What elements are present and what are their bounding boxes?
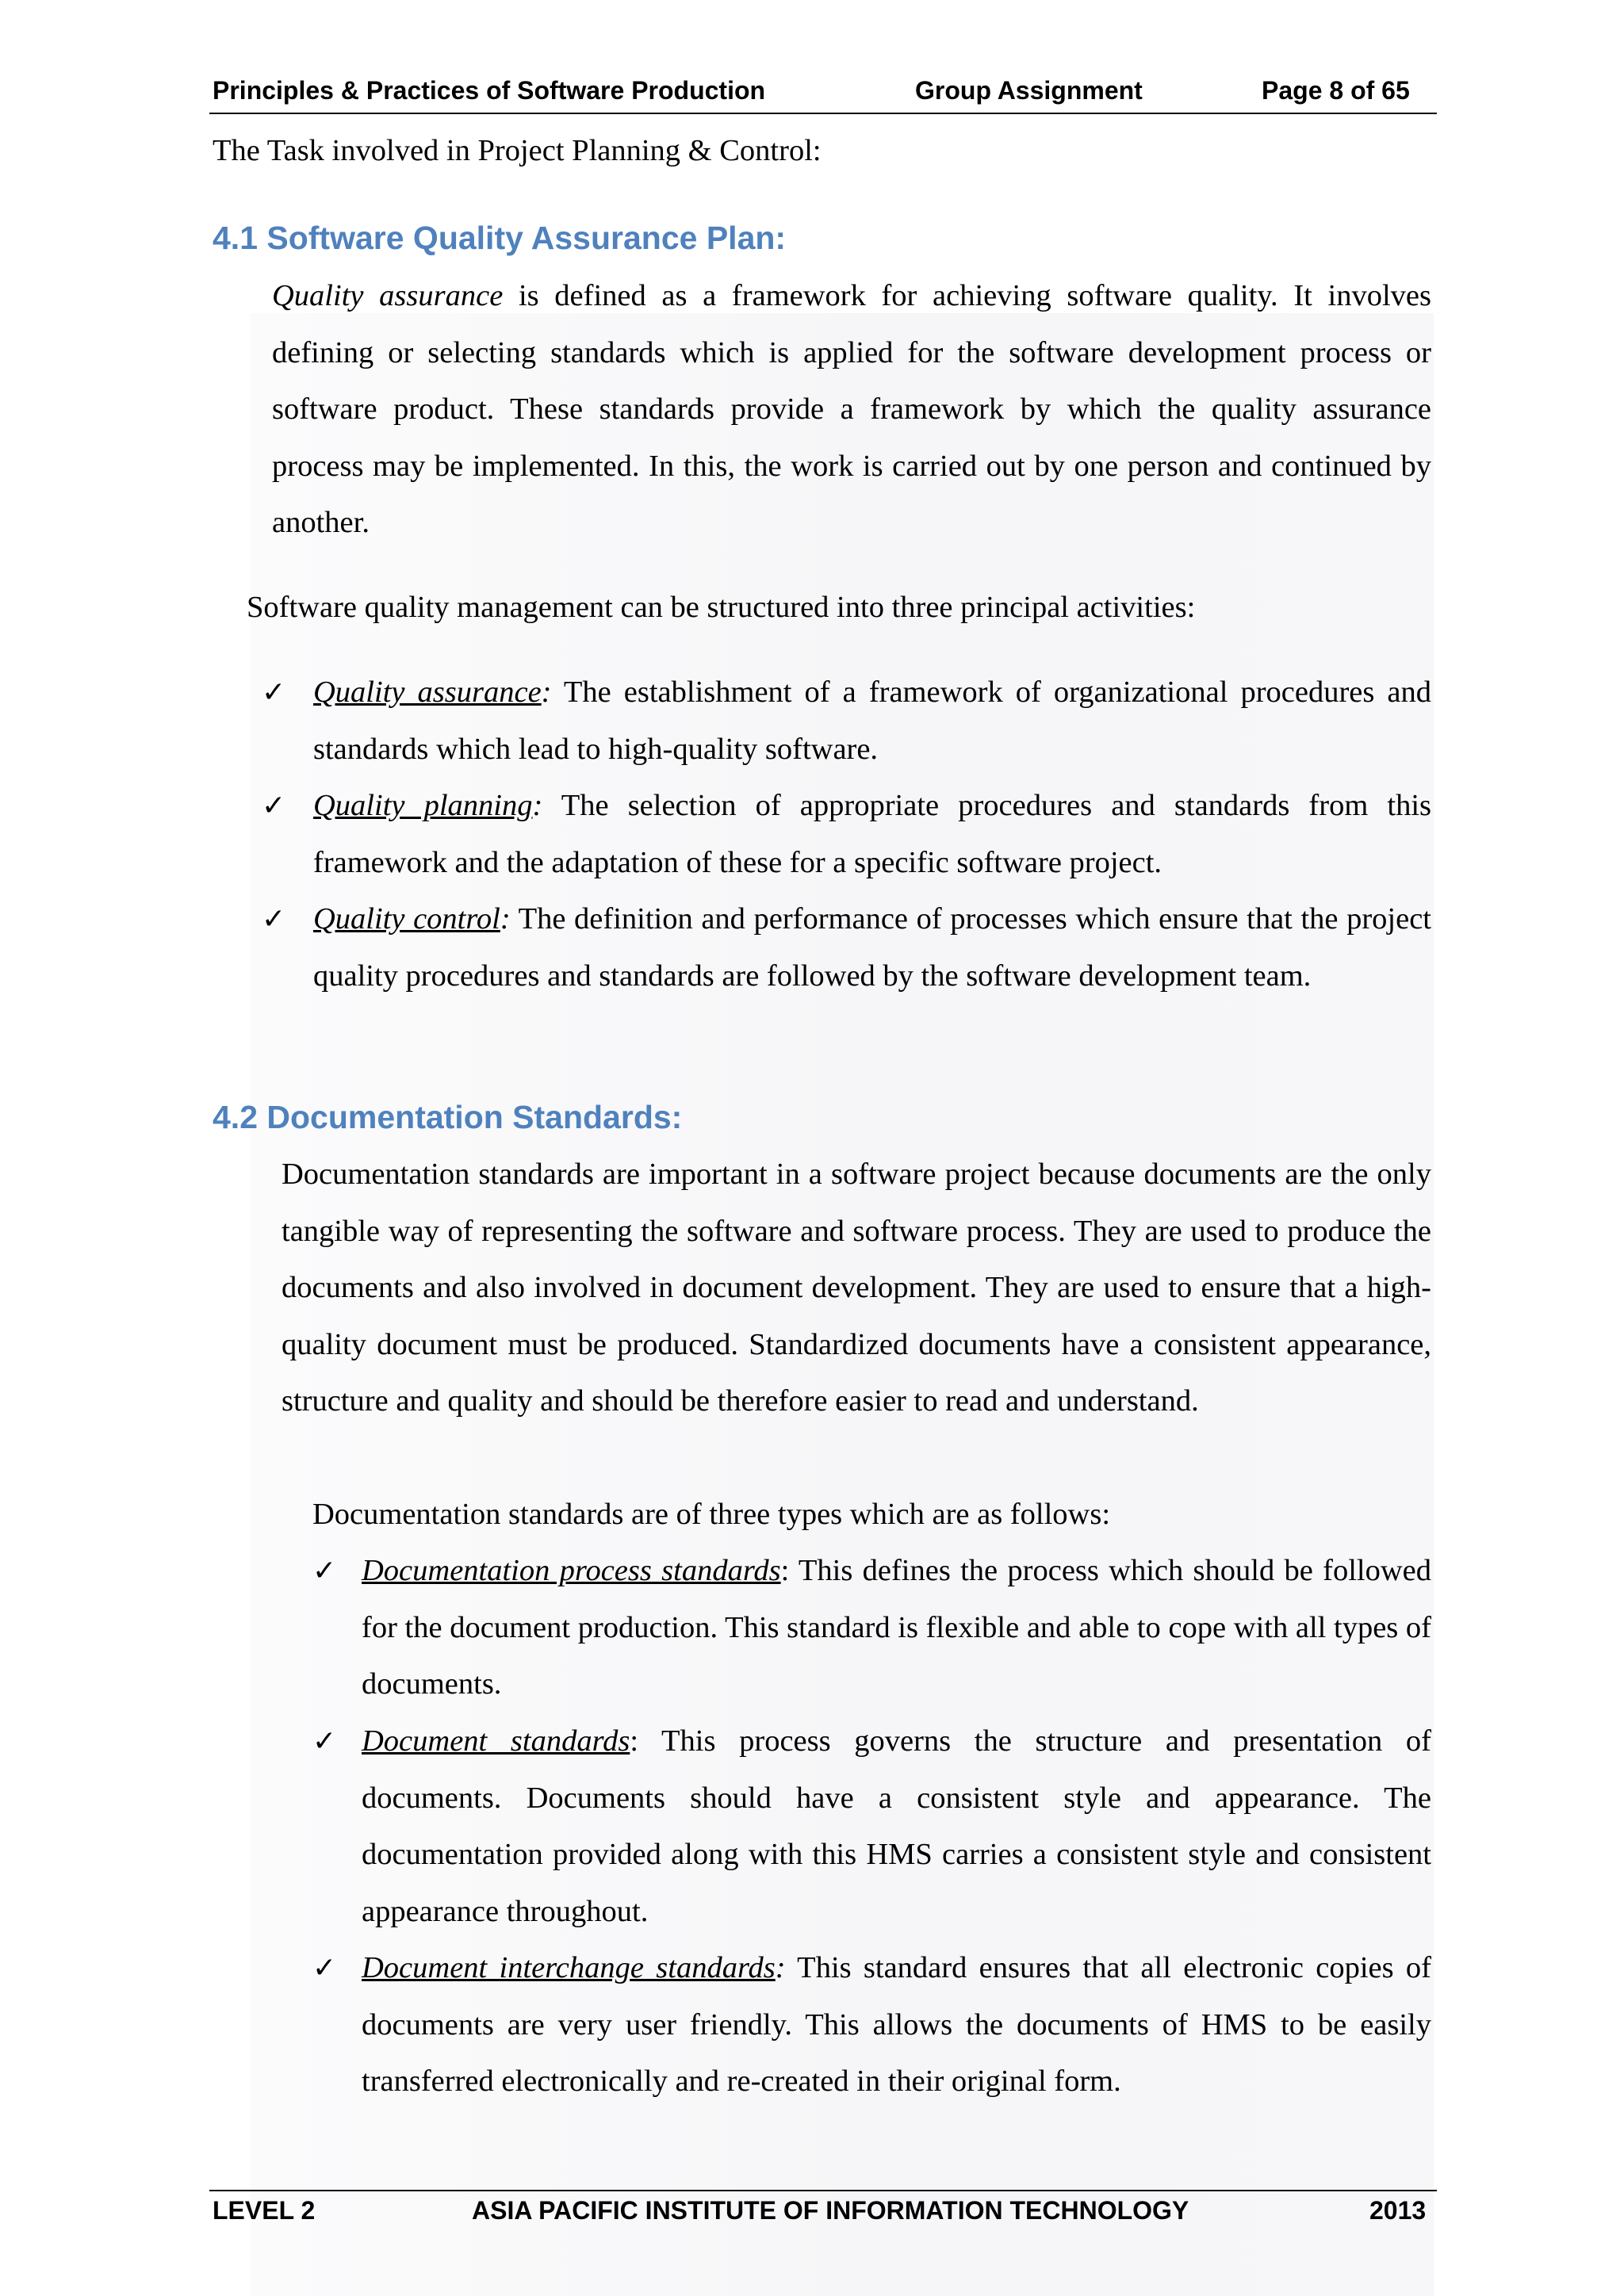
qa-definition-paragraph	[272, 268, 1431, 552]
list-item-description: This process governs the structure and presentation of documents. Documents should have a consistent style and appearance. The documentation provided along with this HMS carries a consistent style and consistent appearance throughout.	[362, 1724, 1431, 1928]
types-intro: Documentation standards are of three types which are as follows:	[312, 1498, 1111, 1531]
list-item-term: Documentation process standards	[362, 1554, 781, 1587]
list-item-description: This defines the process which should be followed for the document production. This standard is flexible and able to cope with all types of documents.	[362, 1554, 1431, 1701]
header-assignment: Group Assignment	[915, 76, 1143, 105]
list-item-text	[313, 664, 1431, 778]
header-page-number: Page 8 of 65	[1262, 76, 1410, 105]
header-course: Principles & Practices of Software Production	[213, 76, 766, 105]
list-item-text	[362, 1940, 1431, 2110]
list-item-text	[362, 1543, 1431, 1713]
qa-lead-term: Quality assurance	[272, 279, 504, 312]
list-item-text	[313, 891, 1431, 1004]
footer-level: LEVEL 2	[213, 2196, 316, 2225]
checkmark-icon: ✓	[312, 1952, 337, 1984]
footer-year: 2013	[1369, 2196, 1427, 2225]
page-header	[213, 76, 1437, 108]
footer-institute: ASIA PACIFIC INSTITUTE OF INFORMATION TECHNOLOGY	[472, 2196, 1189, 2225]
section-heading-4-2: 4.2 Documentation Standards:	[213, 1099, 683, 1135]
list-item-term: Document standards	[362, 1724, 630, 1758]
documentation-paragraph: Documentation standards are important in a software project because documents are the only tangible way of representing the software and software process. They are used to produce the documents and also involved in document development. They are used to ensure that a high-quality document must be produced. Standardized documents have a consistent appearance, structure and quality and should be therefore easier to read and understand.	[282, 1158, 1431, 1418]
checkmark-icon: ✓	[262, 676, 286, 709]
list-item-description: The establishment of a framework of organizational procedures and standards which lead to high-quality software.	[313, 675, 1432, 766]
list-item-description: This standard ensures that all electronic copies of documents are very user friendly. This allows the documents of HMS to be easily transferred electronically and re-created in their original form.	[362, 1951, 1431, 2098]
list-item-description: The definition and performance of processes which ensure that the project quality procedures and standards are followed by the software development team.	[313, 902, 1431, 993]
list-item-separator: :	[500, 902, 511, 936]
list-item-separator: :	[775, 1951, 786, 1984]
list-item-term: Document interchange standards	[362, 1951, 776, 1984]
qa-definition-text: is defined as a framework for achieving software quality. It involves defining or selecting standards which is applied for the software development process or software product. These standards provide a framework by which the quality assurance process may be implemented. In this, the work is carried out by one person and continued by another.	[272, 279, 1431, 539]
list-item-description: The selection of appropriate procedures and standards from this framework and the adaptation of these for a specific software project.	[313, 789, 1431, 879]
footer-rule	[209, 2190, 1437, 2191]
page-footer	[213, 2196, 1437, 2228]
list-item-text	[362, 1713, 1431, 1940]
list-item-term: Quality planning	[313, 789, 533, 822]
intro-text: The Task involved in Project Planning & Control:	[213, 134, 822, 167]
checkmark-icon: ✓	[312, 1725, 337, 1758]
list-item-separator: :	[541, 675, 552, 709]
list-item-separator: :	[630, 1724, 639, 1758]
checkmark-icon: ✓	[262, 903, 286, 936]
list-item-separator: :	[780, 1554, 790, 1587]
activities-intro: Software quality management can be structured into three principal activities:	[247, 591, 1196, 624]
list-item-text	[313, 778, 1431, 891]
section-heading-4-1: 4.1 Software Quality Assurance Plan:	[213, 220, 787, 256]
list-item-term: Quality control	[313, 902, 500, 936]
checkmark-icon: ✓	[312, 1555, 337, 1587]
list-item-separator: :	[532, 789, 543, 822]
checkmark-icon: ✓	[262, 790, 286, 822]
list-item-term: Quality assurance	[313, 675, 542, 709]
header-rule	[209, 113, 1437, 114]
